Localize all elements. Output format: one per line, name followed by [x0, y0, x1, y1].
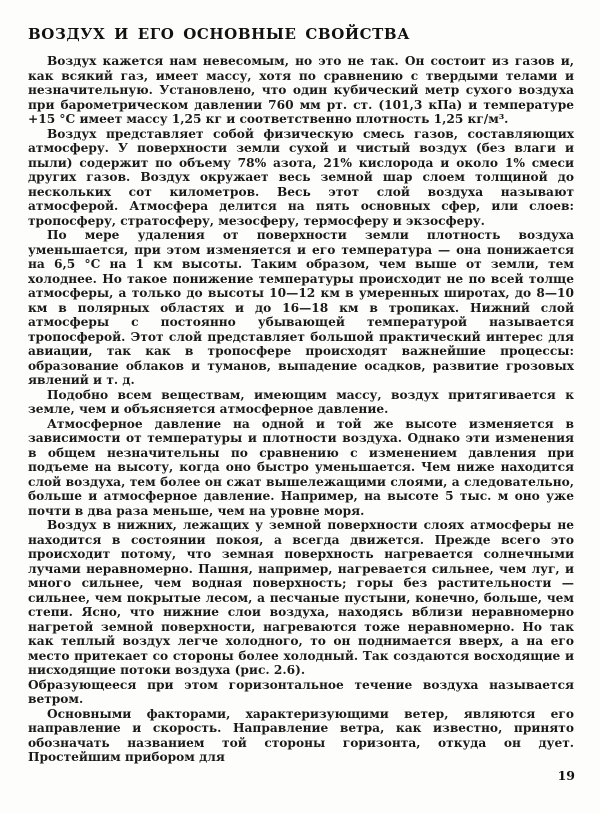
- paragraph: Атмосферное давление на одной и той же высоте изменяется в зависимости от температуры и плотности воздуха. Однако эти изменения в общем незначительны по сравнению с изменением давления при подъеме на высоту, когда оно быстро уменьшается. Чем ниже находится слой воздуха, тем более он сжат вышележащими слоями, а следовательно, больше и атмосферное давление. Например, на высоте 5 тыс. м оно уже почти в два раза меньше, чем на уровне моря.: [28, 416, 574, 518]
- paragraph: По мере удаления от поверхности земли плотность воздуха уменьшается, при этом изменяется и его температура — она понижается на 6,5 °С на 1 км высоты. Таким образом, чем выше от земли, тем холоднее. Но такое понижение температуры происходит не по всей толще атмосферы, а только до высоты 10—12 км в умеренных широтах, до 8—10 км в полярных областях и до 16—18 км в тропиках. Нижний слой атмосферы с постоянно убывающей температурой называется тропосферой. Этот слой представляет большой практический интерес для авиации, так как в тропосфере происходят важнейшие процессы: образование облаков и туманов, выпадение осадков, развитие грозовых явлений и т. д.: [28, 228, 574, 387]
- paragraph: Подобно всем веществам, имеющим массу, воздух притягивается к земле, чем и объясняется атмосферное давление.: [28, 387, 574, 416]
- paragraph: Воздух в нижних, лежащих у земной поверхности слоях атмосферы не находится в состоянии покоя, а всегда движется. Прежде всего это происходит потому, что земная поверхность нагревается солнечными лучами неравномерно. Пашня, например, нагревается сильнее, чем луг, и много сильнее, чем водная поверхность; горы без растительности — сильнее, чем покрытые лесом, а песчаные пустыни, конечно, больше, чем степи. Ясно, что нижние слои воздуха, находясь вблизи неравномерно нагретой земной поверхности, нагреваются тоже неравномерно. Но так как теплый воздух легче холодного, то он поднимается вверх, а на его место притекает со стороны более холодный. Так создаются восходящие и нисходящие потоки воздуха (рис. 2.6).: [28, 518, 574, 677]
- paragraph: Образующееся при этом горизонтальное течение воздуха называется ветром.: [28, 677, 574, 706]
- paragraph: Воздух представляет собой физическую смесь газов, составляющих атмосферу. У поверхности земли сухой и чистый воздух (без влаги и пыли) содержит по объему 78% азота, 21% кислорода и около 1% смеси других газов. Воздух окружает весь земной шар слоем толщиной до нескольких сот километров. Весь этот слой воздуха называют атмосферой. Атмосфера делится на пять основных сфер, или слоев: тропосферу, стратосферу, мезосферу, термосферу и экзосферу.: [28, 126, 574, 228]
- page-number: 19: [557, 768, 575, 783]
- paragraph: Воздух кажется нам невесомым, но это не так. Он состоит из газов и, как всякий газ, имеет массу, хотя по сравнению с твердыми телами и незначительную. Установлено, что один кубический метр сухого воздуха при барометрическом давлении 760 мм рт. ст. (101,3 кПа) и температуре +15 °С имеет массу 1,25 кг и соответственно плотность 1,25 кг/м³.: [28, 54, 574, 126]
- paragraph: Основными факторами, характеризующими ветер, являются его направление и скорость. Направление ветра, как известно, принято обозначать названием той стороны горизонта, откуда он дует. Простейшим прибором для: [28, 706, 574, 764]
- body-text: [28, 54, 574, 765]
- page-title: ВОЗДУХ И ЕГО ОСНОВНЫЕ СВОЙСТВА: [28, 25, 411, 43]
